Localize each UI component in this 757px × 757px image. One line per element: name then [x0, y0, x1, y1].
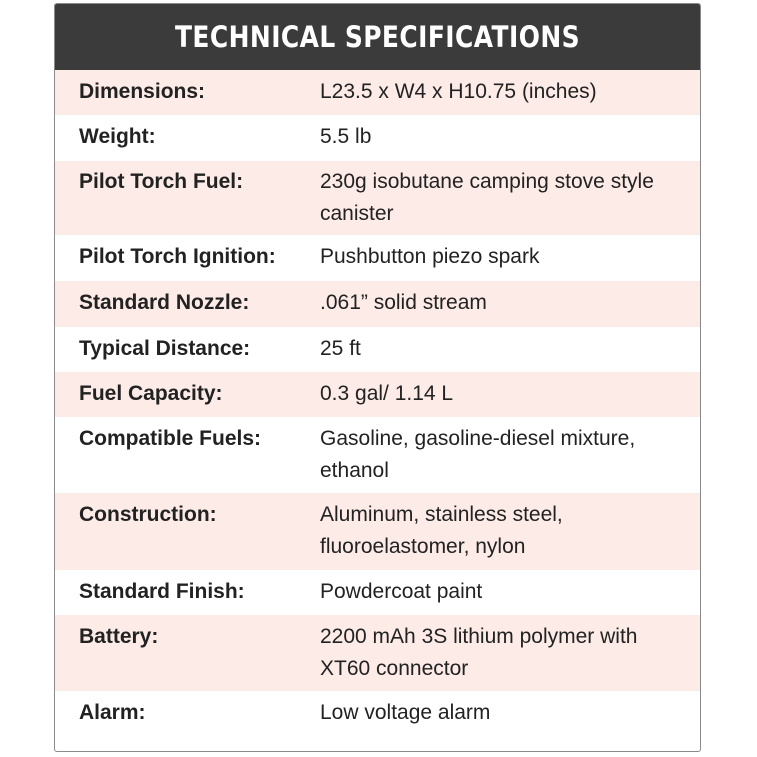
spec-value: 2200 mAh 3S lithium polymer with XT60 connector	[320, 625, 638, 680]
spec-row-dimensions	[55, 70, 700, 115]
spec-label: Pilot Torch Fuel:	[79, 170, 244, 193]
spec-row-pilot-torch-ignition	[55, 235, 700, 281]
spec-row-typical-distance	[55, 327, 700, 372]
spec-row-standard-nozzle	[55, 281, 700, 327]
spec-label: Weight:	[79, 125, 156, 148]
spec-value: Low voltage alarm	[320, 701, 491, 724]
spec-row-standard-finish	[55, 570, 700, 615]
spec-label: Pilot Torch Ignition:	[79, 245, 276, 268]
spec-value: Powdercoat paint	[320, 580, 483, 603]
spec-row-fuel-capacity	[55, 372, 700, 417]
spec-value: 230g isobutane camping stove style canister	[320, 170, 654, 225]
spec-value: L23.5 x W4 x H10.75 (inches)	[320, 80, 597, 103]
spec-value: Pushbutton piezo spark	[320, 245, 540, 268]
spec-row-compatible-fuels	[55, 417, 700, 493]
spec-label: Alarm:	[79, 701, 146, 724]
spec-label: Battery:	[79, 625, 159, 648]
spec-row-alarm	[55, 691, 700, 737]
spec-row-battery	[55, 615, 700, 691]
spec-value: 0.3 gal/ 1.14 L	[320, 382, 454, 405]
spec-row-construction	[55, 493, 700, 570]
spec-table	[55, 70, 700, 737]
spec-row-weight	[55, 115, 700, 161]
spec-label: Typical Distance:	[79, 337, 251, 360]
spec-value: .061” solid stream	[320, 291, 487, 314]
spec-label: Compatible Fuels:	[79, 427, 262, 450]
spec-value: 5.5 lb	[320, 125, 372, 148]
spec-label: Fuel Capacity:	[79, 382, 223, 405]
spec-header-bar	[55, 4, 700, 70]
spec-card	[54, 3, 701, 752]
spec-label: Standard Finish:	[79, 580, 245, 603]
spec-value: 25 ft	[320, 337, 361, 360]
spec-value: Aluminum, stainless steel, fluoroelastomer, nylon	[320, 503, 563, 558]
spec-label: Standard Nozzle:	[79, 291, 250, 314]
spec-label: Construction:	[79, 503, 217, 526]
spec-title: TECHNICAL SPECIFICATIONS	[100, 4, 655, 70]
spec-row-pilot-torch-fuel	[55, 161, 700, 235]
spec-value: Gasoline, gasoline-diesel mixture, ethanol	[320, 427, 636, 482]
spec-label: Dimensions:	[79, 80, 206, 103]
